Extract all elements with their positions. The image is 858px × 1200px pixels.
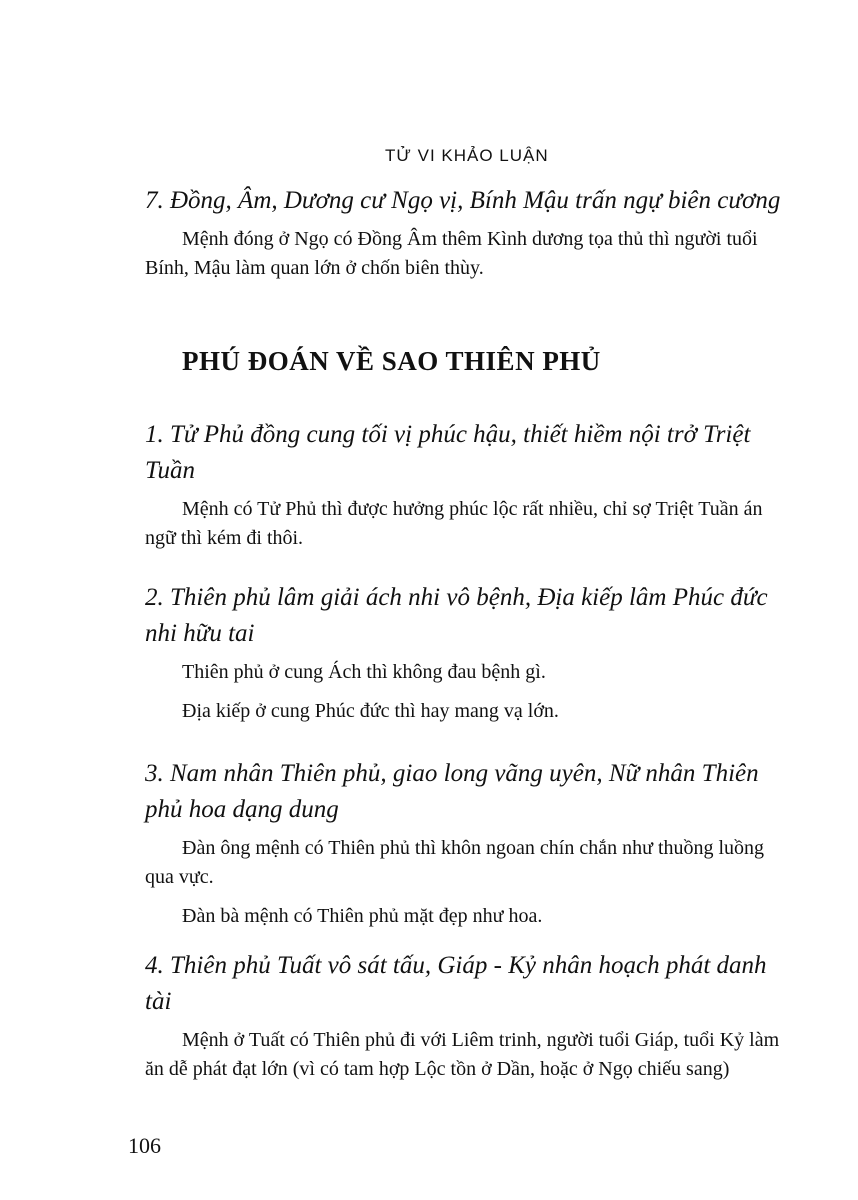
verse-explanation: Mệnh đóng ở Ngọ có Đồng Âm thêm Kình dương tọa thủ thì người tuổi Bính, Mậu làm quan lớn ở chốn biên thùy. xyxy=(145,228,758,279)
verse-explanation: Đàn ông mệnh có Thiên phủ thì khôn ngoan chín chắn như thuồng luồng qua vực. xyxy=(145,837,765,888)
verse-line: 4. Thiên phủ Tuất vô sát tấu, Giáp - Kỷ nhân hoạch phát danh tài xyxy=(145,952,767,1015)
section-title: PHÚ ĐOÁN VỀ SAO THIÊN PHỦ xyxy=(182,346,601,376)
verse-explanation: Địa kiếp ở cung Phúc đức thì hay mang vạ lớn. xyxy=(182,700,559,722)
verse-entry-1 xyxy=(0,417,858,553)
verse-entry-3 xyxy=(0,756,858,931)
verse-line: 7. Đồng, Âm, Dương cư Ngọ vị, Bính Mậu trấn ngự biên cương xyxy=(145,187,781,214)
verse-line: 3. Nam nhân Thiên phủ, giao long vãng uyên, Nữ nhân Thiên phủ hoa dạng dung xyxy=(145,760,759,823)
verse-explanation: Mệnh có Tử Phủ thì được hưởng phúc lộc rất nhiều, chỉ sợ Triệt Tuần án ngữ thì kém đi thôi. xyxy=(145,498,763,549)
verse-line: 1. Tử Phủ đồng cung tối vị phúc hậu, thiết hiềm nội trở Triệt Tuần xyxy=(145,421,751,484)
page-number: 106 xyxy=(128,1133,161,1158)
verse-entry-2 xyxy=(0,580,858,726)
verse-explanation: Đàn bà mệnh có Thiên phủ mặt đẹp như hoa. xyxy=(182,905,543,927)
verse-entry-intro xyxy=(0,183,858,283)
verse-entry-4 xyxy=(0,948,858,1084)
verse-line: 2. Thiên phủ lâm giải ách nhi vô bệnh, Địa kiếp lâm Phúc đức nhi hữu tai xyxy=(145,584,768,647)
verse-explanation: Mệnh ở Tuất có Thiên phủ đi với Liêm trinh, người tuổi Giáp, tuổi Kỷ làm ăn dễ phát đạt lớn (vì có tam hợp Lộc tồn ở Dần, hoặc ở Ngọ chiếu sang) xyxy=(145,1029,780,1080)
running-head: TỬ VI KHẢO LUẬN xyxy=(385,146,549,165)
verse-explanation: Thiên phủ ở cung Ách thì không đau bệnh gì. xyxy=(182,661,546,683)
